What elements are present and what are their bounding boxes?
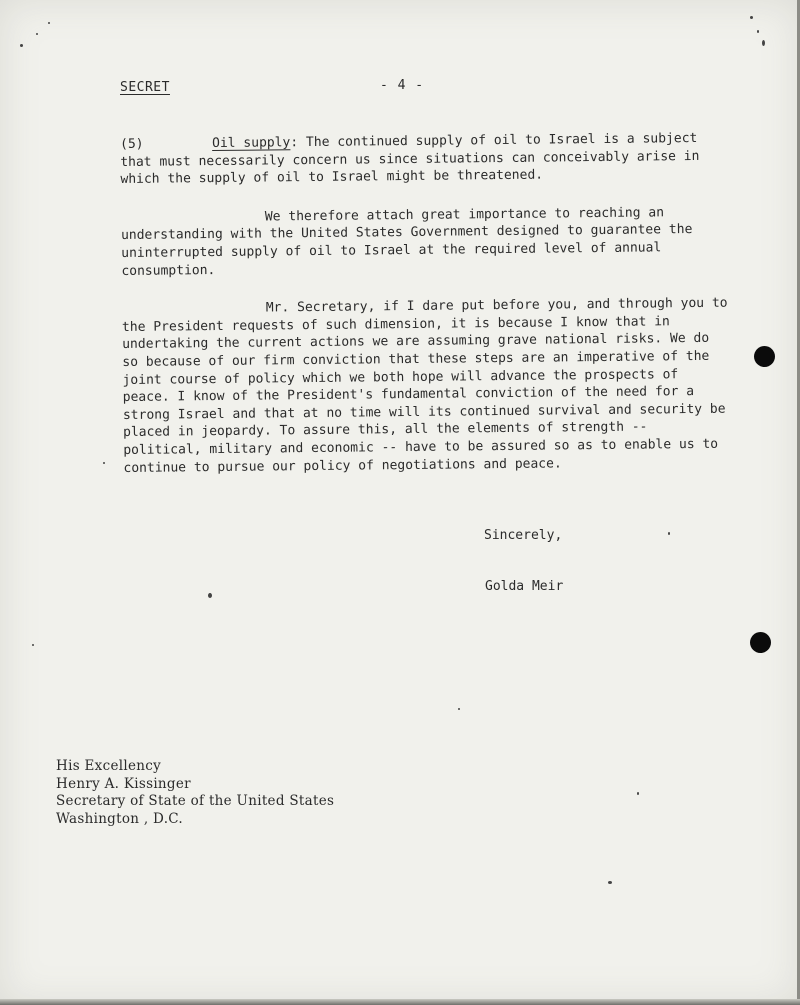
scan-speck xyxy=(608,881,612,884)
scan-speck xyxy=(750,16,753,19)
scan-speck xyxy=(637,792,639,795)
paragraph-indent xyxy=(122,312,266,314)
paragraph-conviction xyxy=(122,295,734,477)
address-line: Secretary of State of the United States xyxy=(56,793,335,809)
scan-speck xyxy=(48,22,50,24)
paragraph-text: : The continued supply of oil to Israel is a subject that must necessarily concern us since situations can conceivably arise in which the supply of oil to Israel might be threatened. xyxy=(120,130,700,188)
paragraph-indent xyxy=(121,220,265,222)
scan-speck xyxy=(762,40,765,46)
scan-speck xyxy=(458,708,460,710)
letter-body xyxy=(120,130,734,477)
paragraph-oil-supply xyxy=(120,130,731,189)
punch-hole xyxy=(754,346,775,367)
recipient-address xyxy=(56,758,334,828)
punch-hole xyxy=(750,632,771,653)
paragraph-text: We therefore attach great importance to reaching an understanding with the United States Government designed to guarantee the uninterrupted supply of oil to Israel at the required level of annual consumption. xyxy=(120,205,693,279)
page-edge-bottom xyxy=(0,999,800,1005)
scan-speck xyxy=(103,462,105,464)
paragraph-number: (5) xyxy=(120,136,144,152)
scan-speck xyxy=(757,30,759,33)
closing-salutation: Sincerely, xyxy=(484,528,563,543)
paragraph-heading: Oil supply xyxy=(212,135,291,152)
signature-name: Golda Meir xyxy=(485,579,564,594)
classification-marking: SECRET xyxy=(120,80,170,95)
page-number: - 4 - xyxy=(380,78,425,93)
paragraph-understanding xyxy=(121,203,732,280)
address-line: Henry A. Kissinger xyxy=(56,775,191,792)
scan-speck xyxy=(668,532,670,535)
scan-speck xyxy=(20,44,23,47)
scan-speck xyxy=(32,644,34,646)
paragraph-text: Mr. Secretary, if I dare put before you, and through you to the President requests of such dimension, it is because I know that in undertaking the current actions we are assuming grave national risks. We do so because of our firm conviction that these steps are an imperative of the joint course of policy which we both hope will advance the prospects of peace. I know of the President's fundamental conviction of the need for a strong Israel and that at no time will its continued survival and security be placed in jeopardy. To assure this, all the elements of strength -- political, military and economic -- have to be assured so as to enable us to continue to pursue our policy of negotiations and peace. xyxy=(121,295,728,476)
address-line: His Excellency xyxy=(56,758,162,774)
scan-speck xyxy=(208,593,212,598)
address-line: Washington , D.C. xyxy=(56,810,184,827)
scan-speck xyxy=(36,33,38,35)
